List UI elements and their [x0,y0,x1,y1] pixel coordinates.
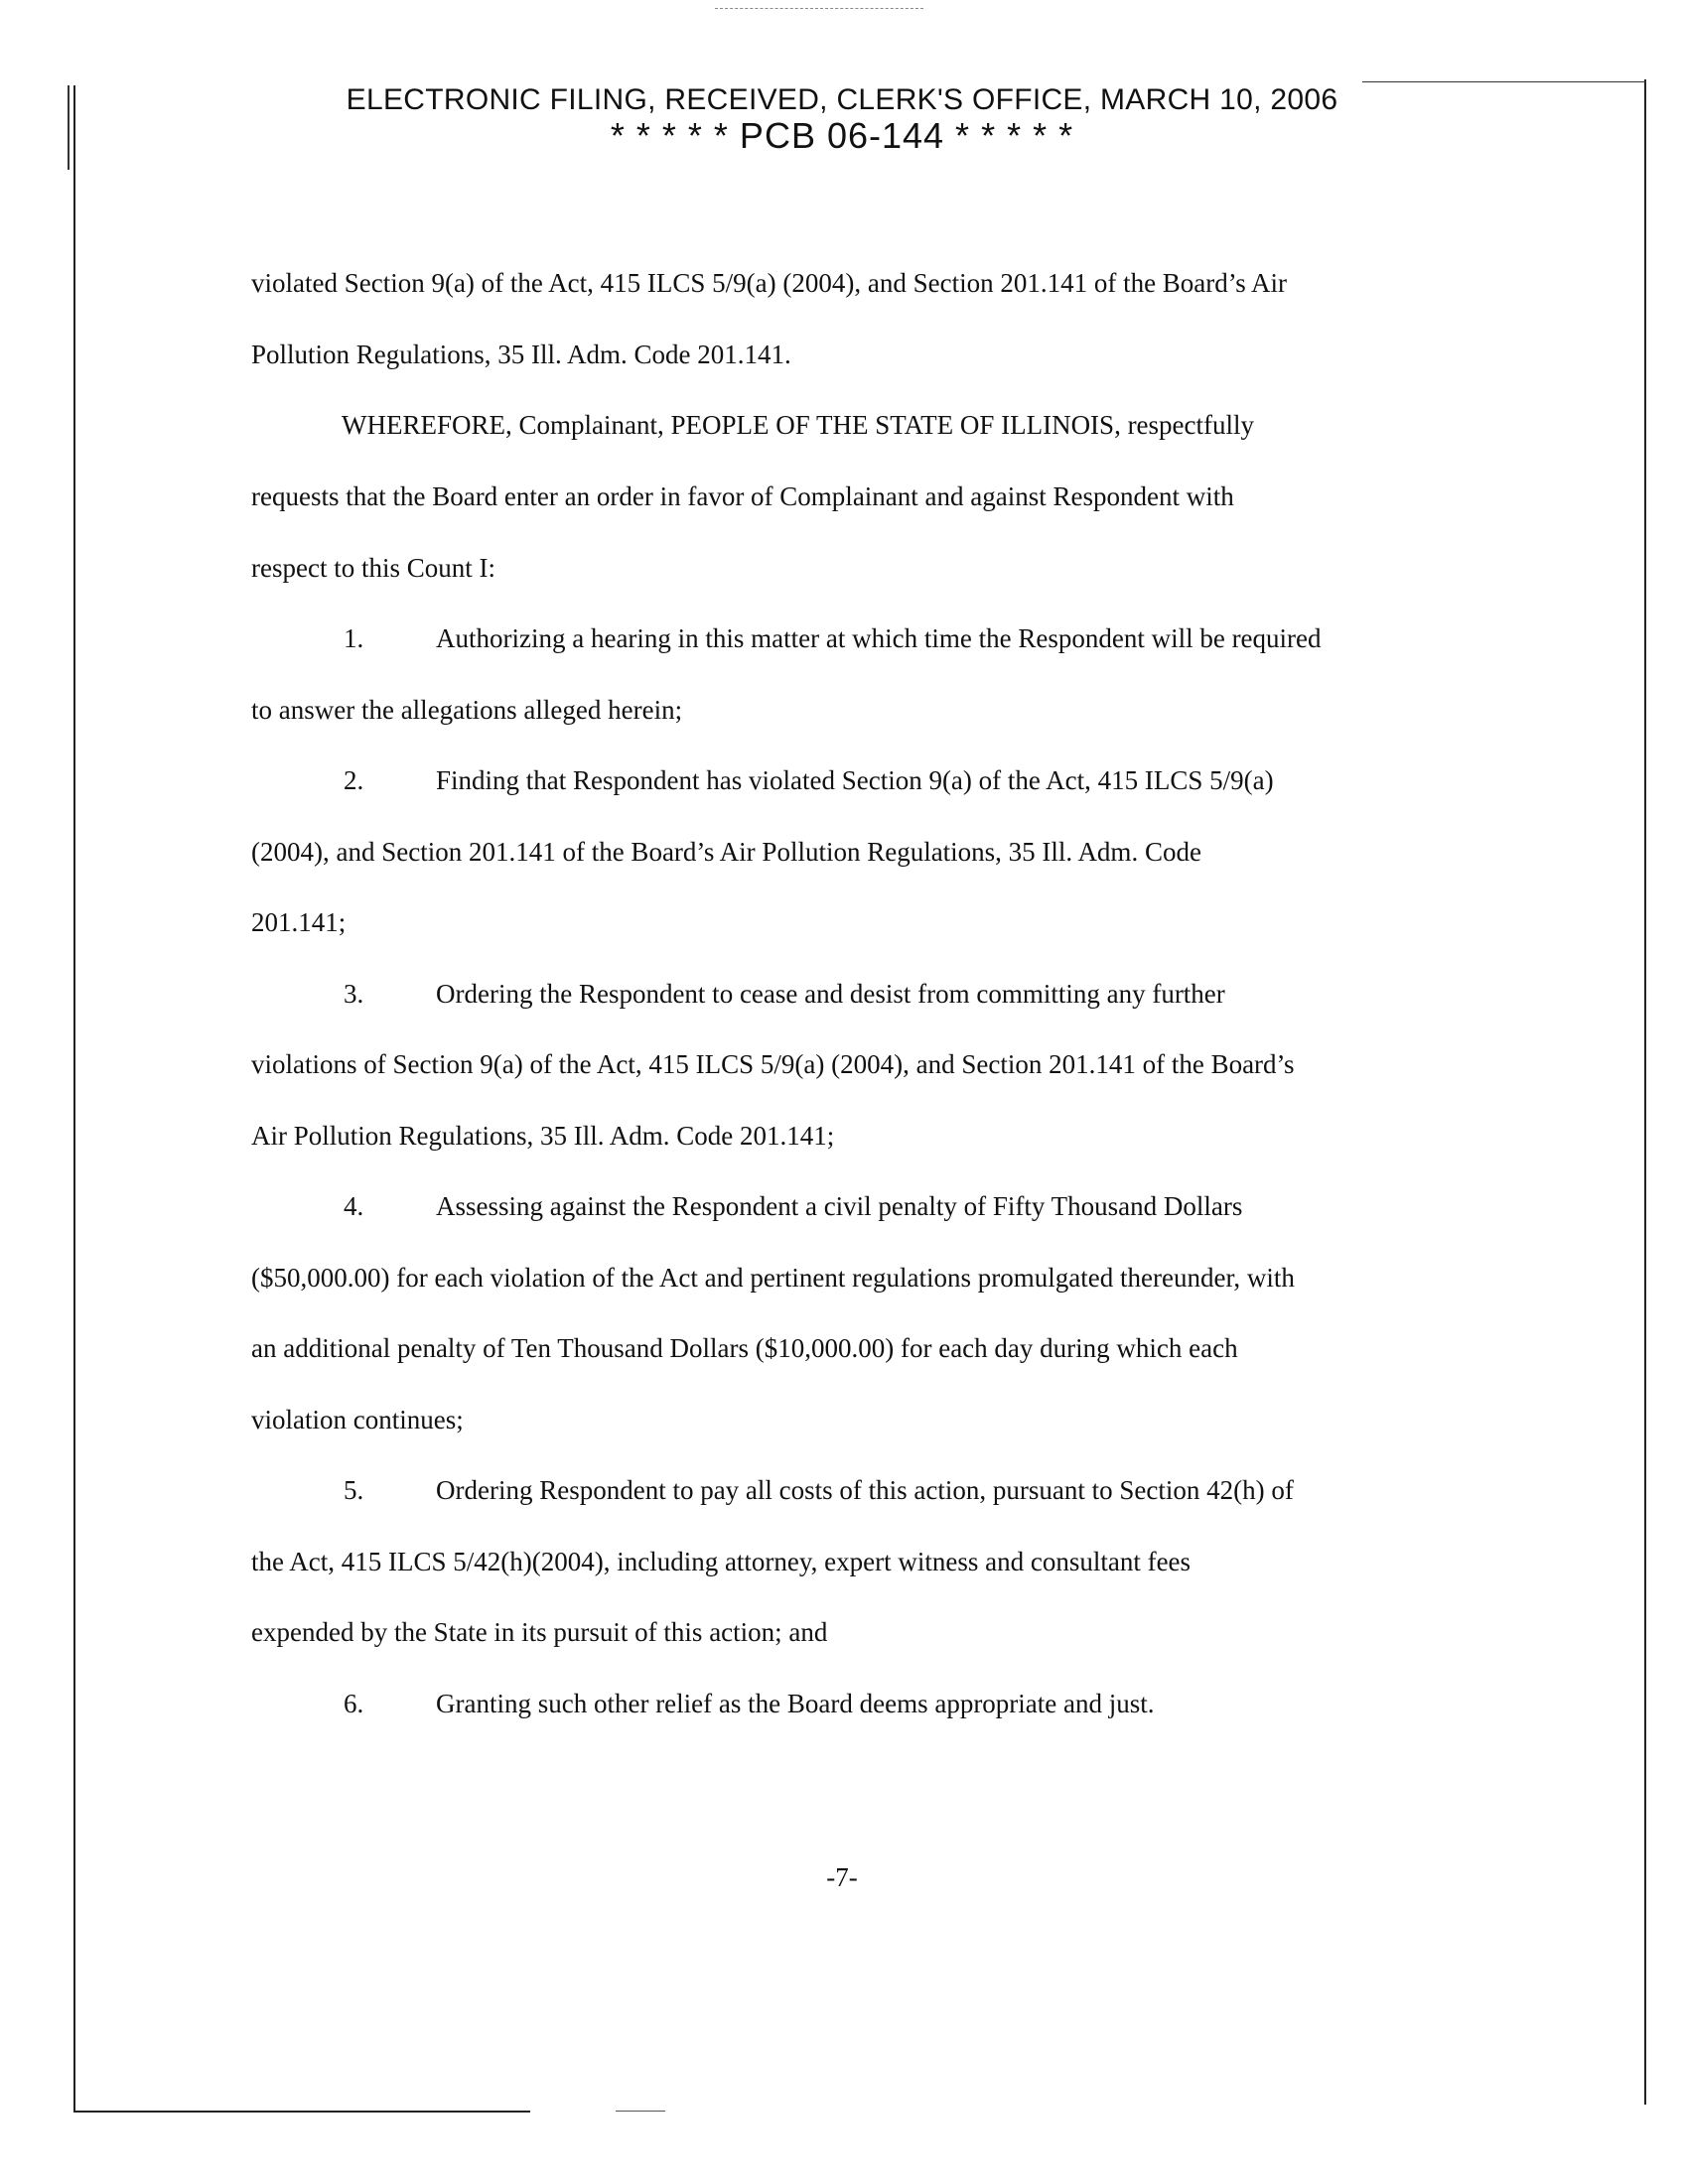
item-number: 3. [344,979,364,1009]
page-number: -7- [826,1862,858,1892]
case-number: * * * * * PCB 06-144 * * * * * [610,115,1074,156]
item-first-line: Ordering Respondent to pay all costs of this action, pursuant to Section 42(h) of [436,1475,1294,1505]
item-continuation: (2004), and Section 201.141 of the Board’s Air Pollution Regulations, 35 Ill. Adm. Code [251,837,1201,867]
item-first-line: Assessing against the Respondent a civil penalty of Fifty Thousand Dollars [436,1191,1243,1221]
intro-line-1: violated Section 9(a) of the Act, 415 ILCS 5/9(a) (2004), and Section 201.141 of the Board’s Air [251,268,1288,298]
item-continuation: violations of Section 9(a) of the Act, 415 ILCS 5/9(a) (2004), and Section 201.141 of the Board’s [251,1049,1295,1079]
item-continuation: the Act, 415 ILCS 5/42(h)(2004), including attorney, expert witness and consultant fees [251,1547,1192,1576]
item-first-line: Granting such other relief as the Board deems appropriate and just. [436,1689,1155,1718]
item-continuation: an additional penalty of Ten Thousand Dollars ($10,000.00) for each day during which each [251,1333,1238,1363]
scan-border-top [1362,81,1646,82]
scan-border-left [73,85,75,2111]
scan-border-bottom [73,2111,530,2113]
item-number: 5. [344,1475,364,1505]
item-number: 4. [344,1191,364,1221]
scan-artifact-bottom [616,2111,665,2112]
item-continuation: Air Pollution Regulations, 35 Ill. Adm. Code 201.141; [251,1121,835,1151]
item-continuation: to answer the allegations alleged herein; [251,695,683,725]
wherefore-line-2: requests that the Board enter an order in favor of Complainant and against Respondent with [251,481,1234,511]
wherefore-line-1: WHEREFORE, Complainant, PEOPLE OF THE STATE OF ILLINOIS, respectfully [342,410,1255,440]
item-continuation: violation continues; [251,1405,464,1434]
intro-line-2: Pollution Regulations, 35 Ill. Adm. Code 201.141. [251,340,791,369]
scan-artifact-top [715,8,923,10]
item-first-line: Finding that Respondent has violated Section 9(a) of the Act, 415 ILCS 5/9(a) [436,765,1274,795]
item-number: 1. [344,623,364,653]
item-continuation: ($50,000.00) for each violation of the Act and pertinent regulations promulgated thereunder, with [251,1263,1295,1293]
item-number: 6. [344,1689,364,1718]
item-continuation: 201.141; [251,907,347,937]
item-number: 2. [344,765,364,795]
item-first-line: Ordering the Respondent to cease and desist from committing any further [436,979,1225,1009]
scan-border-right [1644,79,1646,2105]
item-continuation: expended by the State in its pursuit of this action; and [251,1617,828,1647]
wherefore-line-3: respect to this Count I: [251,553,495,583]
item-first-line: Authorizing a hearing in this matter at which time the Respondent will be required [436,623,1322,653]
filing-stamp: ELECTRONIC FILING, RECEIVED, CLERK'S OFFICE, MARCH 10, 2006 [346,83,1338,116]
